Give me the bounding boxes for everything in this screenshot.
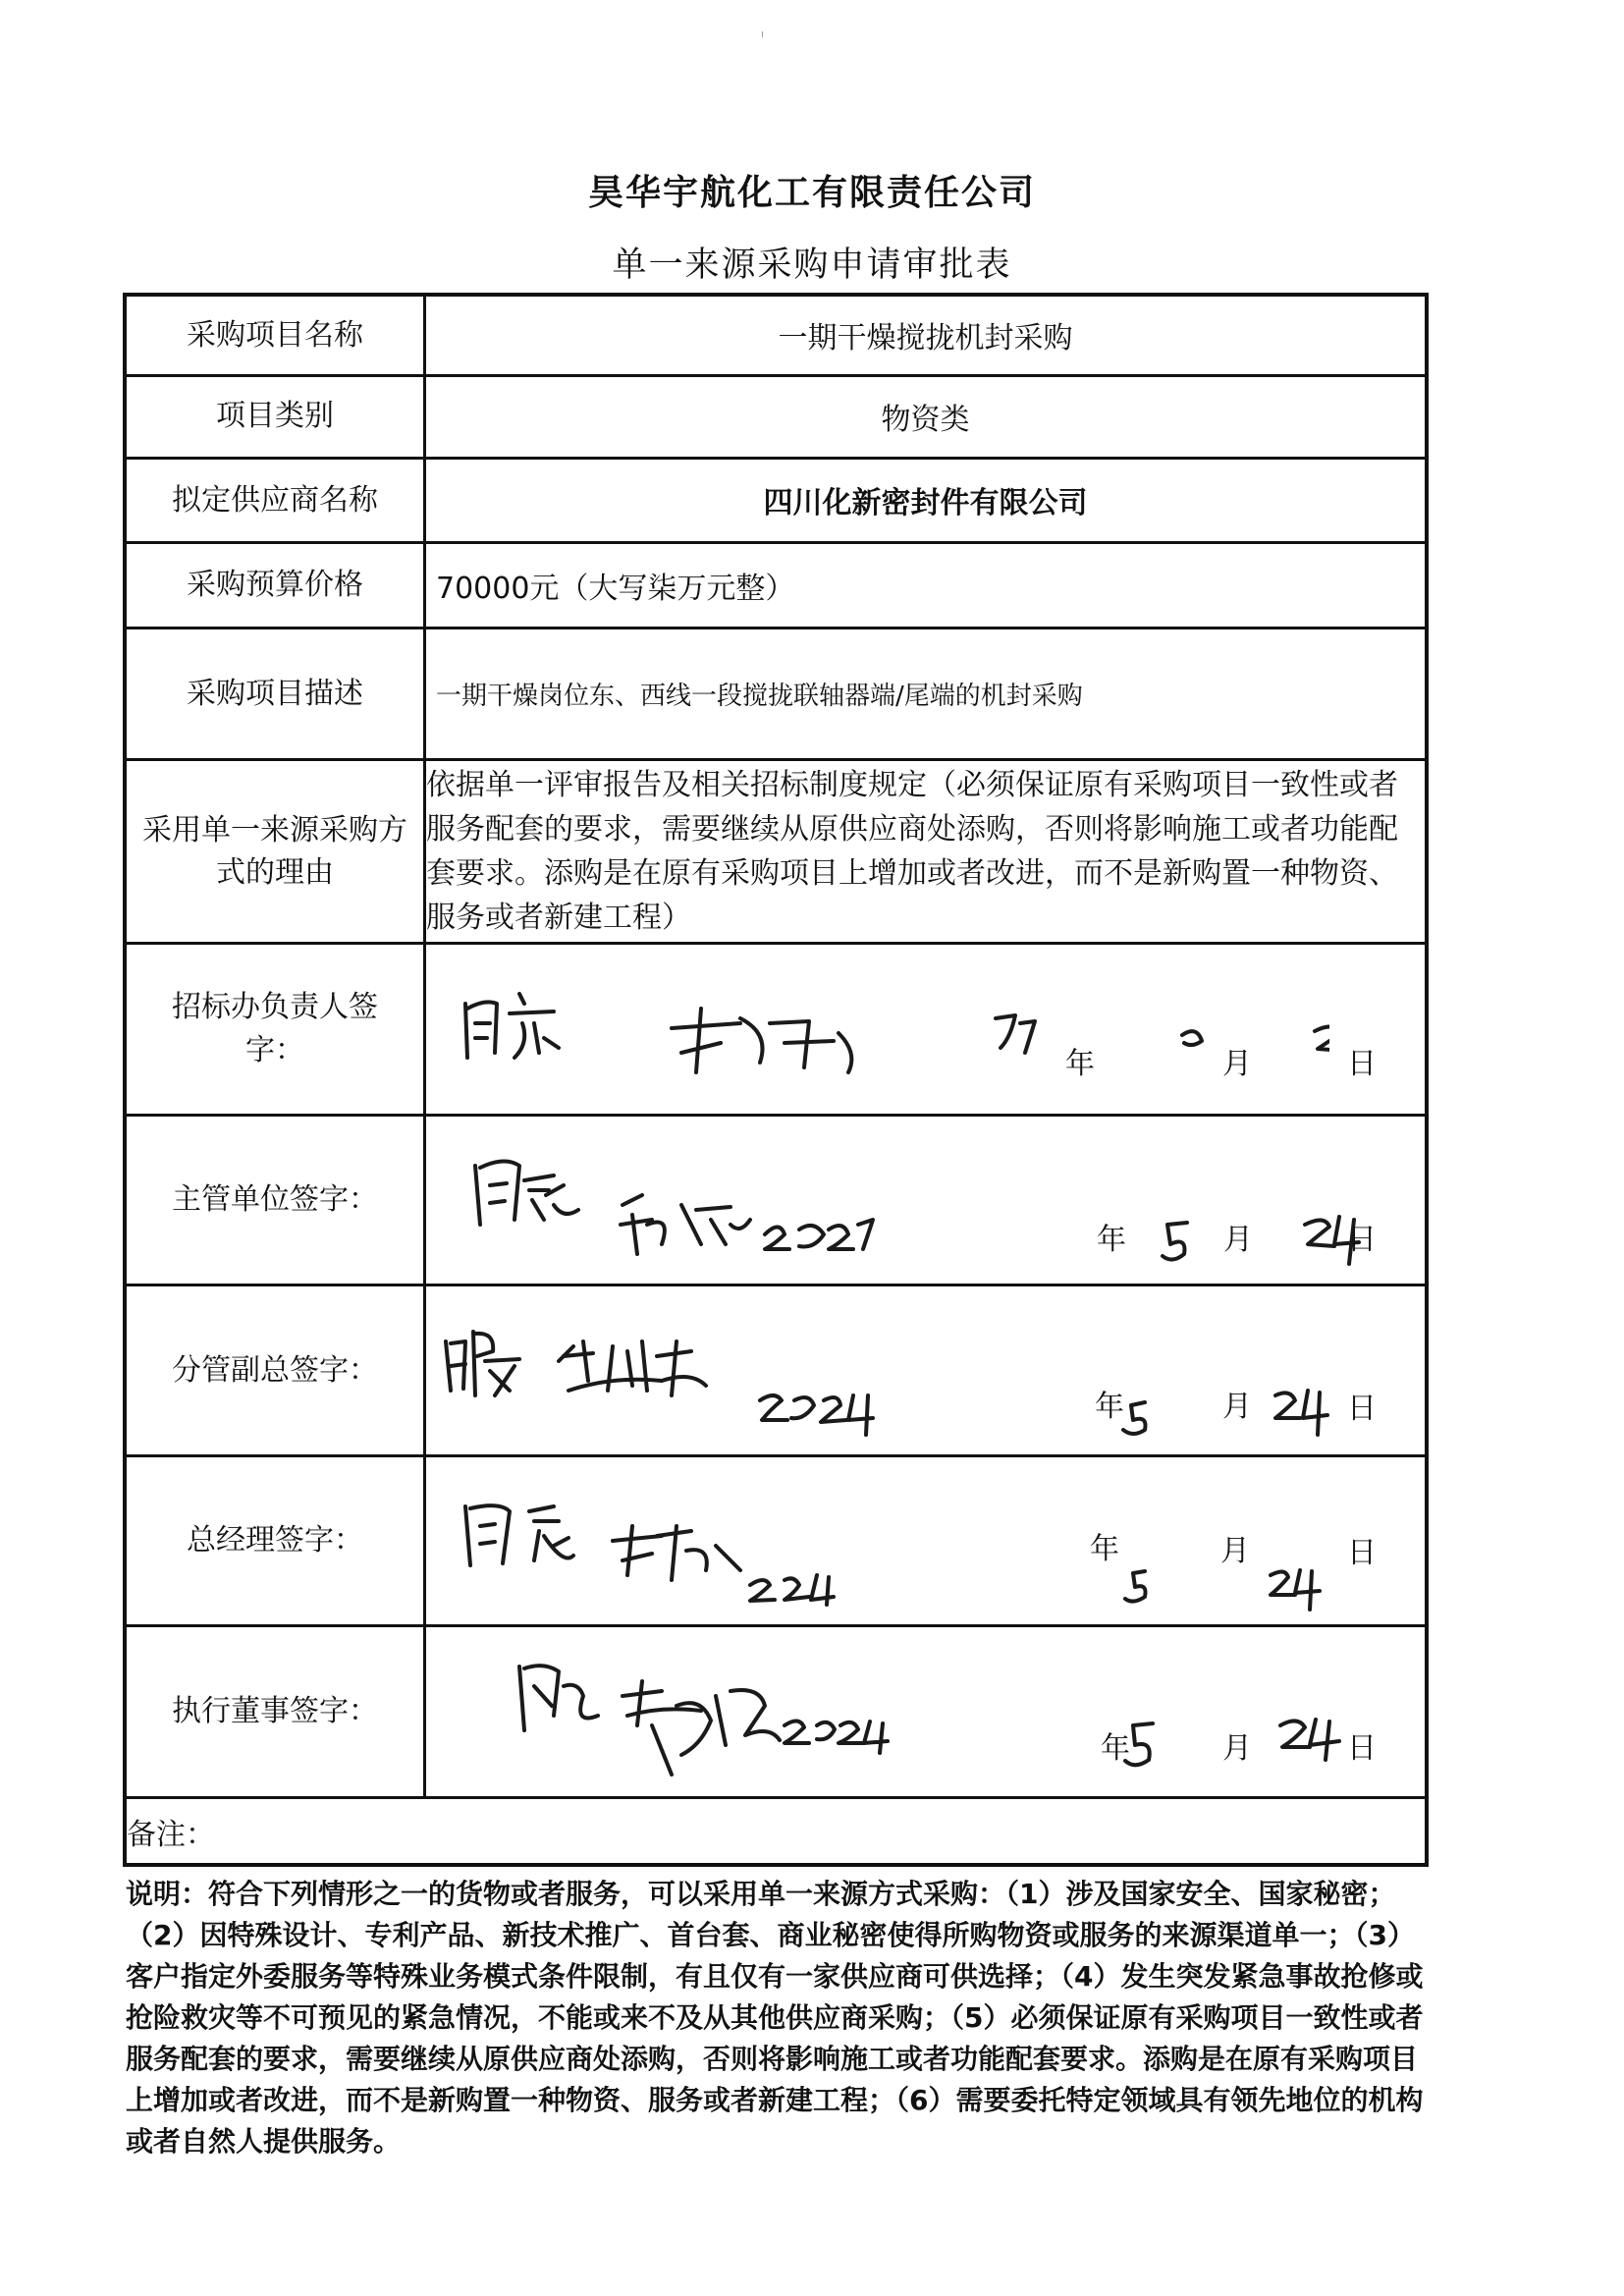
signature-area xyxy=(425,1285,1428,1455)
row-signature-bidding-office xyxy=(125,943,1427,1115)
remarks-label: 备注： xyxy=(125,1798,1427,1865)
row-signature-department xyxy=(125,1116,1427,1285)
row-budget xyxy=(125,542,1427,628)
signature-label: 招标办负责人签字： xyxy=(125,943,425,1115)
category-label: 项目类别 xyxy=(125,375,425,458)
year-label: 年 xyxy=(1065,1046,1095,1081)
year-label: 年 xyxy=(1097,1223,1126,1258)
row-reason xyxy=(125,760,1427,943)
month-label: 月 xyxy=(1220,1533,1250,1568)
signature-area xyxy=(425,1625,1428,1797)
budget-label: 采购预算价格 xyxy=(125,542,425,628)
signature-label: 执行董事签字： xyxy=(125,1625,425,1797)
row-supplier xyxy=(125,458,1427,542)
reason-label: 采用单一来源采购方式的理由 xyxy=(125,760,425,943)
handwritten-signature xyxy=(446,964,1329,1102)
day-label: 日 xyxy=(1347,1391,1377,1426)
day-label: 日 xyxy=(1347,1223,1377,1258)
row-signature-gm xyxy=(125,1455,1427,1625)
row-remarks xyxy=(125,1798,1427,1865)
year-label: 年 xyxy=(1090,1531,1119,1566)
project-name-value: 一期干燥搅拢机封采购 xyxy=(425,295,1428,375)
row-project-name xyxy=(125,295,1427,375)
signature-label: 主管单位签字： xyxy=(125,1116,425,1285)
month-label: 月 xyxy=(1222,1731,1252,1767)
row-signature-executive-director xyxy=(125,1625,1427,1797)
signature-area xyxy=(425,943,1428,1115)
budget-value: 70000元（大写柒万元整） xyxy=(425,542,1428,628)
supplier-label: 拟定供应商名称 xyxy=(125,458,425,542)
form-title: 单一来源采购申请审批表 xyxy=(612,246,1012,285)
project-name-label: 采购项目名称 xyxy=(125,295,425,375)
day-label: 日 xyxy=(1347,1731,1377,1767)
reason-value: 依据单一评审报告及相关招标制度规定（必须保证原有采购项目一致性或者服务配套的要求，需要继续从原供应商处添购，否则将影响施工或者功能配套要求。添购是在原有采购项目上增加或者改进，而不是新购置一种物资、服务或者新建工程） xyxy=(425,760,1428,943)
supplier-value: 四川化新密封件有限公司 xyxy=(425,458,1428,542)
signature-area xyxy=(425,1455,1428,1625)
signature-area xyxy=(425,1116,1428,1285)
month-label: 月 xyxy=(1223,1223,1253,1258)
day-label: 日 xyxy=(1347,1535,1377,1570)
description-label: 采购项目描述 xyxy=(125,629,425,760)
row-description xyxy=(125,629,1427,760)
scan-mark xyxy=(762,31,763,37)
month-label: 月 xyxy=(1222,1046,1252,1081)
row-signature-vp xyxy=(125,1285,1427,1455)
row-category xyxy=(125,375,1427,458)
category-value: 物资类 xyxy=(425,375,1428,458)
year-label: 年 xyxy=(1101,1731,1130,1767)
explanatory-note: 说明：符合下列情形之一的货物或者服务，可以采用单一来源方式采购：（1）涉及国家安全、国家秘密；（2）因特殊设计、专利产品、新技术推广、首台套、商业秘密使得所购物资或服务的来源渠道单一；（3）客户指定外委服务等特殊业务模式条件限制，有且仅有一家供应商可供选择；（4）发生突发紧急事故抢修或抢险救灾等不可预见的紧急情况，不能或来不及从其他供应商采购；（5）必须保证原有采购项目一致性或者服务配套的要求，需要继续从原供应商处添购，否则将影响施工或者功能配套要求。添购是在原有采购项目上增加或者改进，而不是新购置一种物资、服务或者新建工程；（6）需要委托特定领域具有领先地位的机构或者自然人提供服务。 xyxy=(126,1878,1424,2158)
approval-table xyxy=(123,293,1429,1867)
day-label: 日 xyxy=(1347,1046,1377,1081)
year-label: 年 xyxy=(1095,1389,1124,1424)
description-value: 一期干燥岗位东、西线一段搅拢联轴器端/尾端的机封采购 xyxy=(425,629,1428,760)
handwritten-signature xyxy=(505,1647,1369,1789)
company-name: 昊华宇航化工有限责任公司 xyxy=(587,173,1036,213)
signature-label: 分管副总签字： xyxy=(125,1285,425,1455)
month-label: 月 xyxy=(1222,1389,1252,1424)
handwritten-signature xyxy=(436,1302,1379,1449)
signature-label: 总经理签字： xyxy=(125,1455,425,1625)
